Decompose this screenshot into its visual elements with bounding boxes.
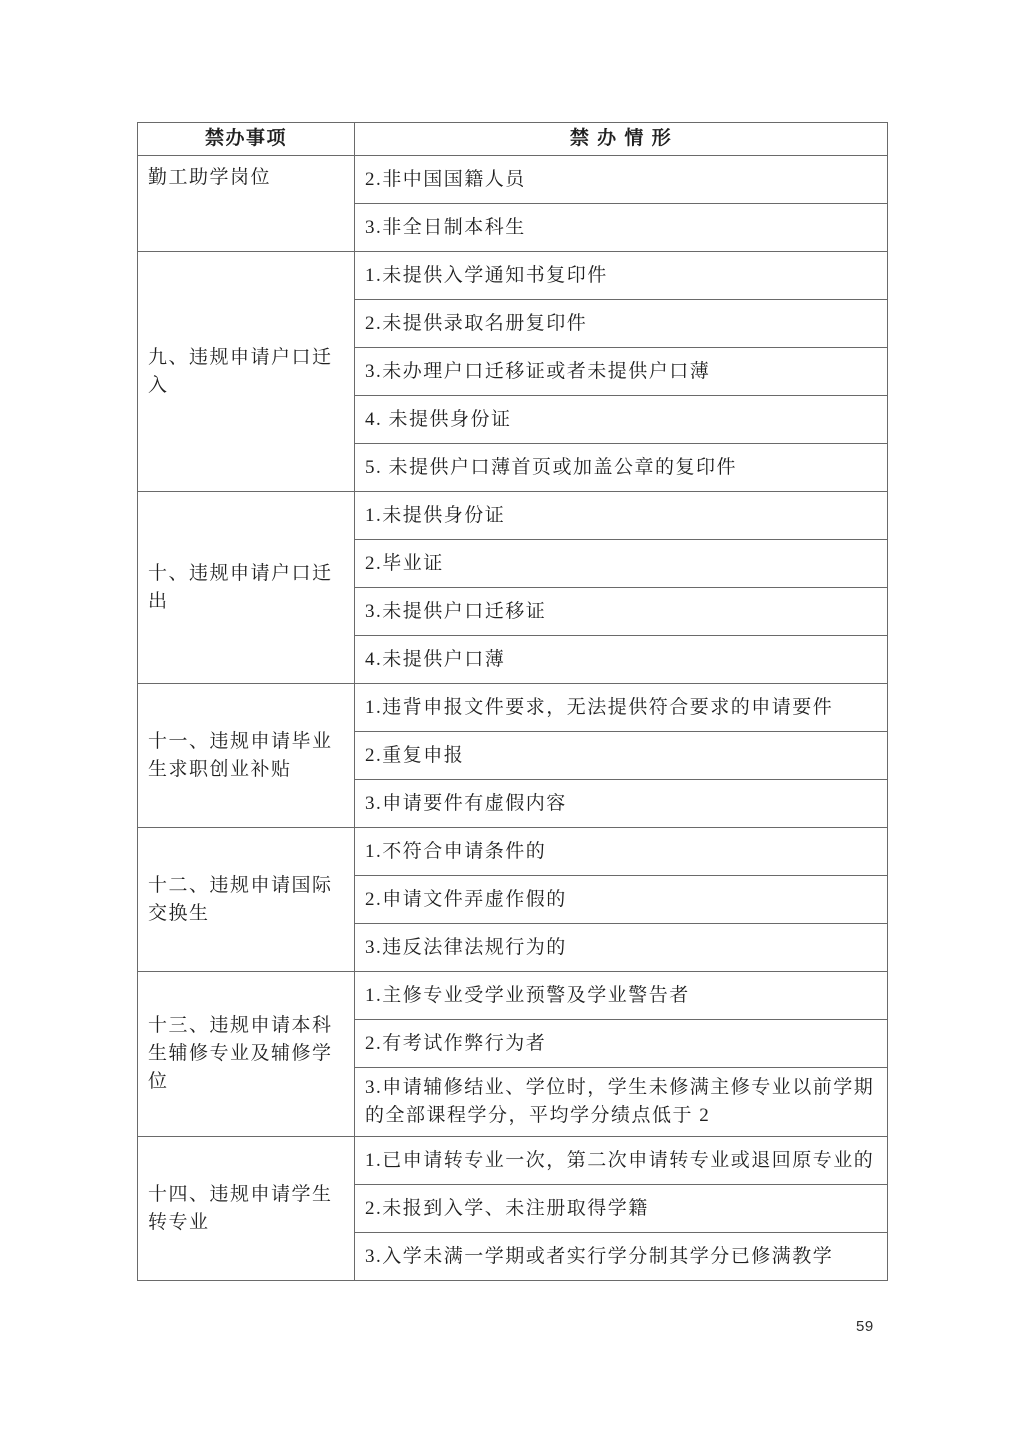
prohibited-case-cell: 2.非中国国籍人员 [355,156,888,204]
prohibited-case-cell: 2.重复申报 [355,732,888,780]
table-row [138,828,888,876]
table-body [138,156,888,1281]
table-row [138,156,888,204]
prohibited-case-cell: 2.申请文件弄虚作假的 [355,876,888,924]
prohibited-case-cell: 1.违背申报文件要求，无法提供符合要求的申请要件 [355,684,888,732]
prohibited-case-cell: 3.非全日制本科生 [355,204,888,252]
table-row [138,492,888,540]
prohibited-case-cell: 3.申请要件有虚假内容 [355,780,888,828]
prohibited-item-cell: 十、违规申请户口迁出 [138,492,355,684]
prohibited-case-cell: 2.有考试作弊行为者 [355,1020,888,1068]
prohibited-case-cell: 4. 未提供身份证 [355,396,888,444]
header-row [138,123,888,156]
prohibited-items-table [137,122,888,1281]
prohibited-item-cell: 九、违规申请户口迁入 [138,252,355,492]
header-prohibited-circumstance: 禁 办 情 形 [355,123,888,156]
prohibited-case-cell: 1.已申请转专业一次，第二次申请转专业或退回原专业的 [355,1137,888,1185]
table-row [138,972,888,1020]
header-prohibited-item: 禁办事项 [138,123,355,156]
prohibited-case-cell: 3.违反法律法规行为的 [355,924,888,972]
prohibited-case-cell: 1.未提供身份证 [355,492,888,540]
prohibited-case-cell: 3.未办理户口迁移证或者未提供户口薄 [355,348,888,396]
prohibited-case-cell: 1.主修专业受学业预警及学业警告者 [355,972,888,1020]
table-row [138,252,888,300]
prohibited-case-cell: 2.未报到入学、未注册取得学籍 [355,1185,888,1233]
table-row [138,1137,888,1185]
prohibited-case-cell: 2.毕业证 [355,540,888,588]
table-row [138,684,888,732]
prohibited-case-cell: 2.未提供录取名册复印件 [355,300,888,348]
prohibited-case-cell: 3.入学未满一学期或者实行学分制其学分已修满教学 [355,1233,888,1281]
rules-table-container [137,122,887,1281]
prohibited-item-cell: 十一、违规申请毕业生求职创业补贴 [138,684,355,828]
prohibited-item-cell: 十二、违规申请国际交换生 [138,828,355,972]
prohibited-item-cell: 十三、违规申请本科生辅修专业及辅修学位 [138,972,355,1137]
prohibited-case-cell: 3.未提供户口迁移证 [355,588,888,636]
prohibited-case-cell: 4.未提供户口薄 [355,636,888,684]
prohibited-item-cell: 十四、违规申请学生转专业 [138,1137,355,1281]
prohibited-case-cell: 1.未提供入学通知书复印件 [355,252,888,300]
prohibited-item-cell: 勤工助学岗位 [138,156,355,252]
prohibited-case-cell: 5. 未提供户口薄首页或加盖公章的复印件 [355,444,888,492]
prohibited-case-cell: 1.不符合申请条件的 [355,828,888,876]
page-number: 59 [856,1318,874,1335]
table-header [138,123,888,156]
prohibited-case-cell: 3.申请辅修结业、学位时，学生未修满主修专业以前学期的全部课程学分，平均学分绩点低于 2 [355,1068,888,1137]
